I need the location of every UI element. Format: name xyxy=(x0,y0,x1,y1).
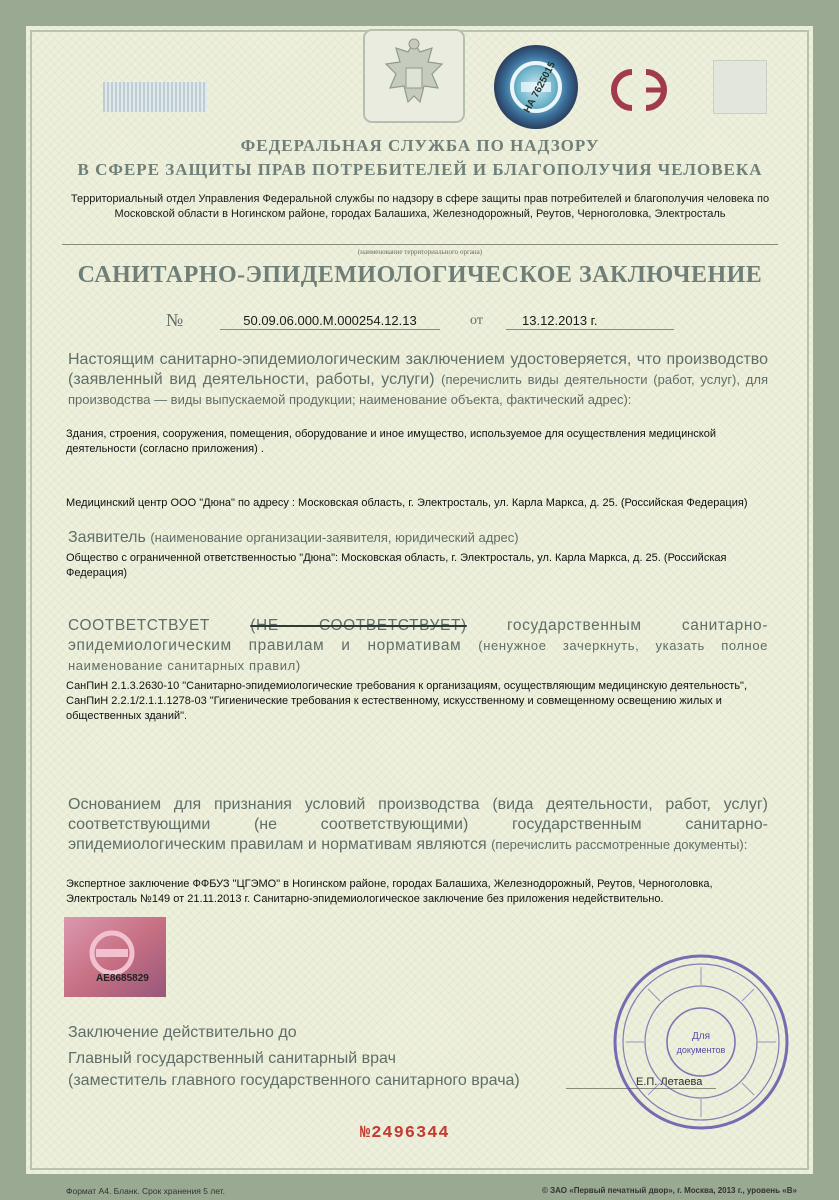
section-compliance xyxy=(68,616,768,676)
official-stamp-icon xyxy=(612,953,790,1131)
signer-name: Е.П. Летаева xyxy=(636,1076,703,1088)
security-strip xyxy=(103,82,207,112)
organ-underline xyxy=(62,244,778,245)
basis-hint: (перечислить рассмотренные документы): xyxy=(491,837,748,852)
certificate-date: 13.12.2013 г. xyxy=(506,313,674,330)
applicant-lead: Заявитель xyxy=(68,529,146,546)
document-title: САНИТАРНО-ЭПИДЕМИОЛОГИЧЕСКОЕ ЗАКЛЮЧЕНИЕ xyxy=(77,262,763,288)
section-applicant xyxy=(68,528,768,548)
hologram-sticker-icon xyxy=(64,917,166,997)
territorial-organ: Территориальный отдел Управления Федеральной службы по надзору в сфере защиты прав потребителей и благополучия человека по Московской области в Ногинском районе, городах Балашиха, Железнодорожный, Реутов, Черноголовка, Электросталь xyxy=(70,193,770,220)
organ-caption: (наименование территориального органа) xyxy=(357,248,483,256)
section-production xyxy=(68,350,768,410)
compliance-lead-rest: государственным санитарно-эпидемиологическим правилам и нормативам xyxy=(68,617,768,654)
form-serial-number: №2496344 xyxy=(360,1124,450,1143)
applicant-details: Общество с ограниченной ответственностью "Дюна": Московская область, г. Электросталь, ул. Карла Маркса, д. 25. (Российская Федерация) xyxy=(66,552,727,579)
certificate-number: 50.09.06.000.М.000254.12.13 xyxy=(220,313,440,330)
stamp-text-1: Для xyxy=(691,1031,711,1042)
compliance-lead: СООТВЕТСТВУЕТ xyxy=(68,617,211,634)
validity-label: Заключение действительно до xyxy=(68,1024,297,1041)
chief-doctor-title: Главный государственный санитарный врач xyxy=(68,1050,396,1067)
basis-documents: Экспертное заключение ФФБУЗ "ЦГЭМО" в Ногинском районе, городах Балашиха, Железнодорожный, Реутов, Черноголовка, Электросталь №149 от 21.11.2013 г. Санитарно-эпидемиологическое заключение без приложения недействительно. xyxy=(66,878,713,905)
sanitary-rules: СанПиН 2.1.3.2630-10 "Санитарно-эпидемиологические требования к организациям, осуществляющим медицинскую деятельность", СанПиН 2.2.1/2.1.1.1278-03 "Гигиенические требования к естественному, искусственному и совмещенному освещению жилых и общественных зданий". xyxy=(66,680,748,722)
section-basis xyxy=(68,795,768,855)
se-logo-icon xyxy=(602,64,684,116)
agency-name-line-2: В СФЕРЕ ЗАЩИТЫ ПРАВ ПОТРЕБИТЕЛЕЙ И БЛАГОПОЛУЧИЯ ЧЕЛОВЕКА xyxy=(77,160,763,179)
russian-emblem-icon xyxy=(362,28,466,124)
compliance-hint: (ненужное зачеркнуть, указать полное наименование санитарных правил) xyxy=(68,638,768,673)
production-object: Медицинский центр ООО "Дюна" по адресу : Московская область, г. Электросталь, ул. Карла Маркса, д. 25. (Российская Федерация) xyxy=(66,497,748,509)
hologram-code: НА 7625015 xyxy=(521,60,559,115)
production-lead: Настоящим санитарно-эпидемиологическим заключением удостоверяется, что производство (заявленный вид деятельности, работы, услуги) xyxy=(68,351,768,388)
deputy-chief-title: (заместитель главного государственного санитарного врача) xyxy=(68,1072,520,1089)
agency-name-line-1: ФЕДЕРАЛЬНАЯ СЛУЖБА ПО НАДЗОРУ xyxy=(240,136,600,155)
applicant-hint: (наименование организации-заявителя, юридический адрес) xyxy=(150,530,519,545)
footer-printer: © ЗАО «Первый печатный двор», г. Москва, 2013 г., уровень «В» xyxy=(542,1186,797,1195)
date-label: от xyxy=(470,313,483,328)
number-label: № xyxy=(166,310,184,330)
production-hint: (перечислить виды деятельности (работ, услуг), для производства — виды выпускаемой продукции; наименование объекта, фактический адрес): xyxy=(68,372,768,407)
production-description: Здания, строения, сооружения, помещения, оборудование и иное имущество, используемое для осуществления медицинской деятельности (согласно приложения) . xyxy=(66,428,717,455)
stamp-text-2: документов xyxy=(676,1045,726,1055)
hologram-sticker-code: АЕ8685829 xyxy=(96,973,149,984)
footer-format: Формат А4. Бланк. Срок хранения 5 лет. xyxy=(66,1186,225,1196)
compliance-struck: (НЕ СООТВЕТСТВУЕТ) xyxy=(250,617,467,634)
security-mark xyxy=(713,60,767,114)
basis-lead: Основанием для признания условий производства (вида деятельности, работ, услуг) соответствующими (не соответствующими) государственным санитарно-эпидемиологическим правилам и нормативам являются xyxy=(68,796,768,853)
